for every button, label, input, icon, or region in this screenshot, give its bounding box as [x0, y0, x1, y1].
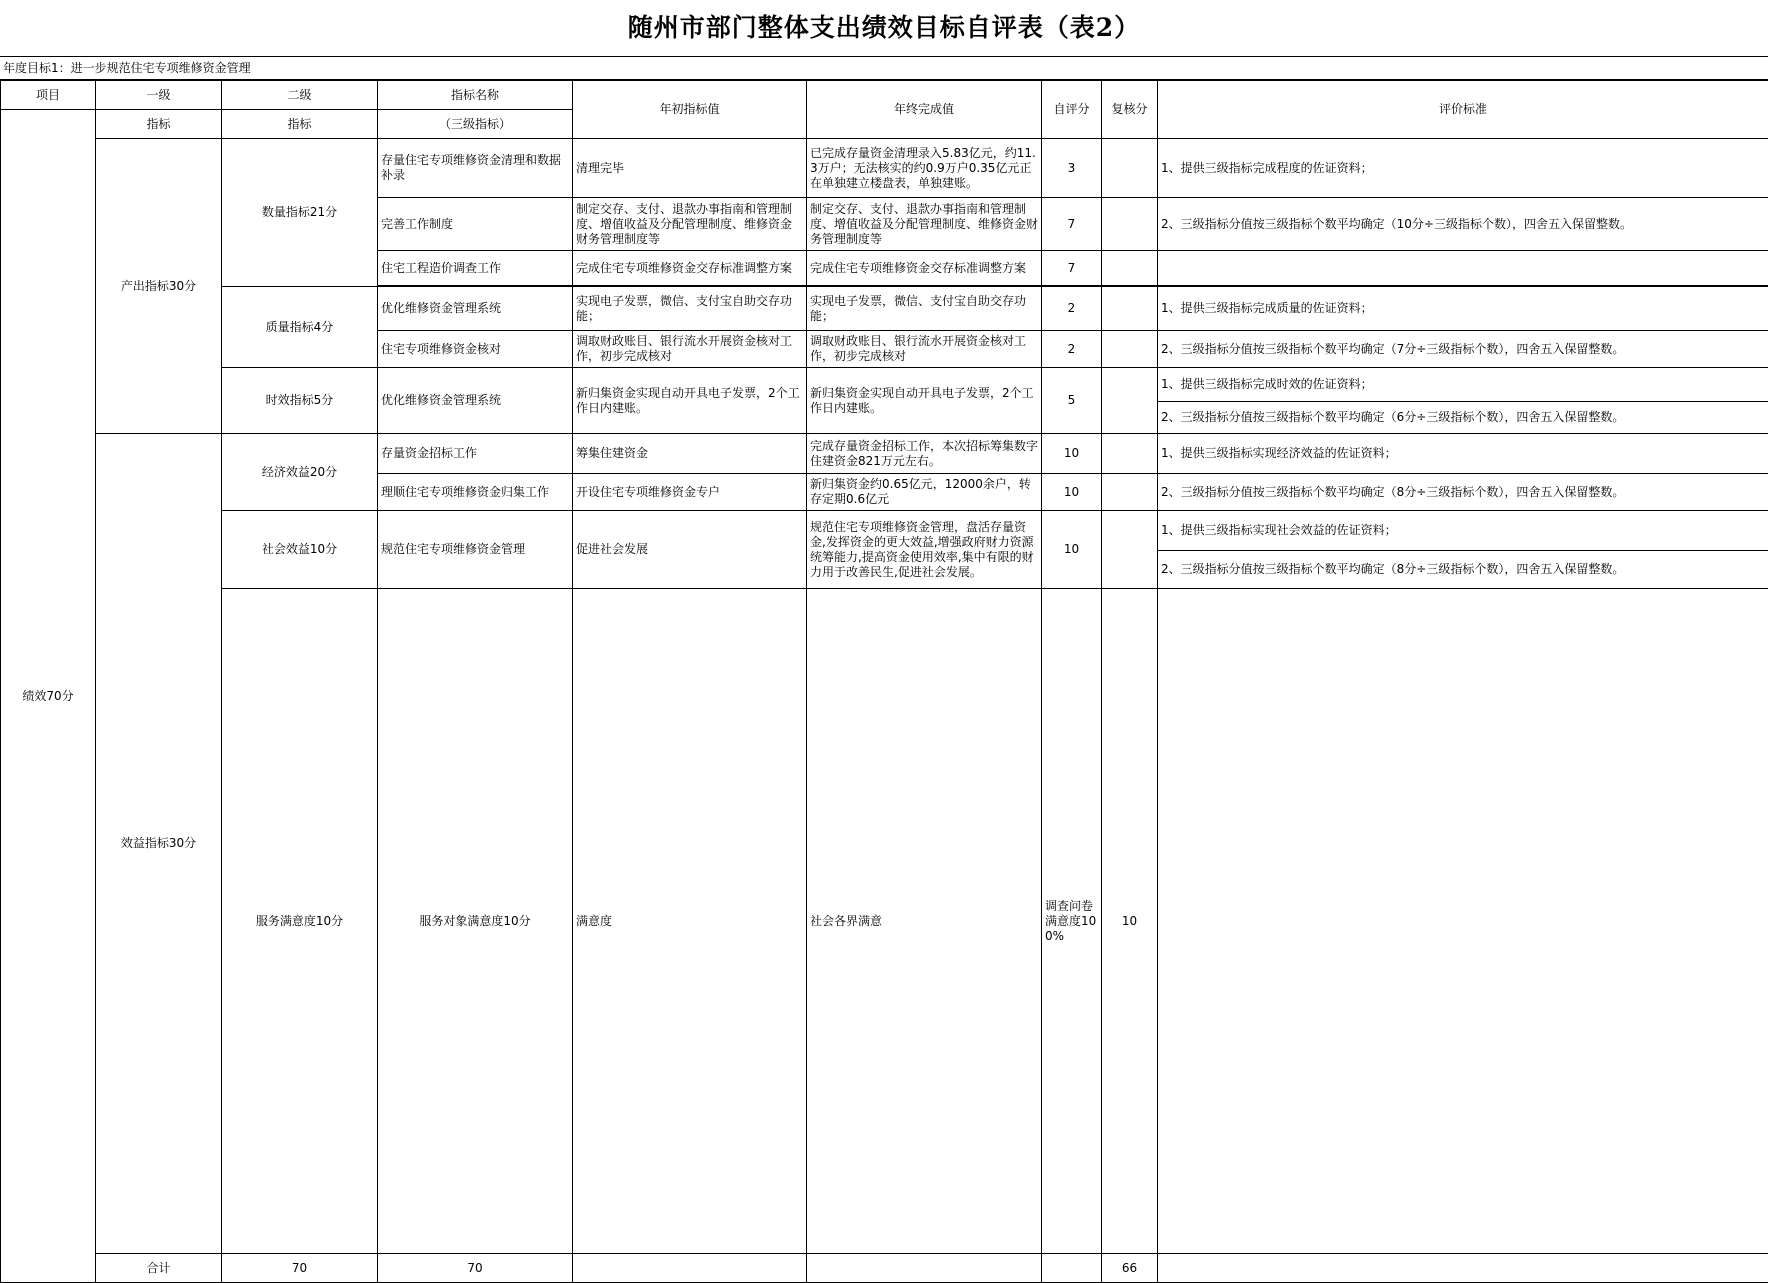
criteria: 2、三级指标分值按三级指标个数平均确定（7分÷三级指标个数），四舍五入保留整数。 [1158, 331, 1768, 368]
indicator-name: 优化维修资金管理系统 [378, 368, 573, 434]
final-value: 完成住宅专项维修资金交存标准调整方案 [807, 251, 1042, 286]
header-criteria: 评价标准 [1158, 81, 1768, 139]
initial-value: 社会各界满意 [807, 589, 1042, 1254]
review-score [1102, 198, 1158, 251]
header-indicator-top: 指标名称 [378, 81, 573, 110]
initial-value: 筹集住建资金 [573, 434, 807, 474]
social-indicator: 社会效益10分 [222, 511, 378, 589]
benefit-indicator: 效益指标30分 [96, 434, 222, 1254]
review-score [1102, 511, 1158, 589]
initial-value: 完成住宅专项维修资金交存标准调整方案 [573, 251, 807, 286]
indicator-name: 规范住宅专项维修资金管理 [378, 511, 573, 589]
initial-value: 制定交存、支付、退款办事指南和管理制度、增值收益及分配管理制度、维修资金财务管理制度等 [573, 198, 807, 251]
total-initial [807, 1254, 1042, 1283]
self-score: 10 [1042, 511, 1102, 589]
self-score: 10 [1042, 434, 1102, 474]
criteria: 1、提供三级指标实现经济效益的佐证资料； [1158, 434, 1768, 474]
self-score: 7 [1042, 251, 1102, 286]
review-score [1102, 434, 1158, 474]
initial-value: 开设住宅专项维修资金专户 [573, 474, 807, 511]
final-value: 已完成存量资金清理录入5.83亿元，约11.3万户；无法核实的约0.9万户0.35亿元正在单独建立楼盘表，单独建账。 [807, 139, 1042, 198]
initial-value: 新归集资金实现自动开具电子发票，2个工作日内建账。 [573, 368, 807, 434]
criteria: 2、三级指标分值按三级指标个数平均确定（6分÷三级指标个数），四舍五入保留整数。 [1158, 402, 1768, 434]
review-score [1102, 331, 1158, 368]
indicator-name: 完善工作制度 [378, 198, 573, 251]
total-level2: 70 [378, 1254, 573, 1283]
final-value: 调查问卷满意度100% [1042, 589, 1102, 1254]
header-indicator-bottom: （三级指标） [378, 110, 573, 139]
review-score [1102, 474, 1158, 511]
initial-value: 清理完毕 [573, 139, 807, 198]
indicator-name: 满意度 [573, 589, 807, 1254]
annual-goal: 年度目标1：进一步规范住宅专项维修资金管理 [0, 56, 1768, 80]
self-score: 2 [1042, 331, 1102, 368]
header-level2-bottom: 指标 [222, 110, 378, 139]
total-review-score [1158, 1254, 1768, 1283]
criteria: 1、提供三级指标完成质量的佐证资料； [1158, 287, 1768, 331]
initial-value: 实现电子发票，微信、支付宝自助交存功能； [573, 287, 807, 331]
total-indicator [573, 1254, 807, 1283]
header-level1-top: 一级 [96, 81, 222, 110]
review-score [1102, 287, 1158, 331]
evaluation-table [0, 80, 1768, 1283]
indicator-name: 住宅专项维修资金核对 [378, 331, 573, 368]
indicator-name: 存量资金招标工作 [378, 434, 573, 474]
criteria: 2、三级指标分值按三级指标个数平均确定（10分÷三级指标个数），四舍五入保留整数。 [1158, 198, 1768, 251]
table-row [1, 139, 1768, 197]
indicator-name: 理顺住宅专项维修资金归集工作 [378, 474, 573, 511]
self-score: 3 [1042, 139, 1102, 198]
table-row [1, 511, 1768, 551]
review-score [1102, 139, 1158, 198]
service-indicator: 服务满意度10分 [222, 589, 378, 1254]
page-title: 随州市部门整体支出绩效目标自评表（表2） [0, 0, 1768, 56]
initial-value: 促进社会发展 [573, 511, 807, 589]
total-label: 合计 [96, 1254, 222, 1283]
self-score: 5 [1042, 368, 1102, 434]
criteria: 2、三级指标分值按三级指标个数平均确定（8分÷三级指标个数），四舍五入保留整数。 [1158, 474, 1768, 511]
total-row [1, 1254, 1768, 1283]
self-score: 10 [1102, 589, 1158, 1254]
criteria [1158, 251, 1768, 286]
header-self-score: 自评分 [1042, 81, 1102, 139]
final-value: 新归集资金约0.65亿元，12000余户，转存定期0.6亿元 [807, 474, 1042, 511]
review-score [1102, 368, 1158, 434]
header-initial: 年初指标值 [573, 81, 807, 139]
final-value: 完成存量资金招标工作，本次招标筹集数字住建资金821万元左右。 [807, 434, 1042, 474]
timeliness-indicator: 时效指标5分 [222, 368, 378, 434]
criteria: 1、提供三级指标完成程度的佐证资料； [1158, 139, 1768, 198]
final-value: 实现电子发票，微信、支付宝自助交存功能； [807, 287, 1042, 331]
total-self-score: 66 [1102, 1254, 1158, 1283]
indicator-name: 住宅工程造价调查工作 [378, 251, 573, 286]
table-row [1, 368, 1768, 402]
total-final [1042, 1254, 1102, 1283]
indicator-name: 优化维修资金管理系统 [378, 287, 573, 331]
initial-value: 调取财政账目、银行流水开展资金核对工作，初步完成核对 [573, 331, 807, 368]
final-value: 新归集资金实现自动开具电子发票，2个工作日内建账。 [807, 368, 1042, 434]
output-indicator: 产出指标30分 [96, 139, 222, 434]
quality-indicator: 质量指标4分 [222, 287, 378, 368]
self-score: 10 [1042, 474, 1102, 511]
header-review-score: 复核分 [1102, 81, 1158, 139]
header-row-1 [1, 81, 1768, 110]
review-score [1158, 589, 1768, 1254]
criteria: 2、三级指标分值按三级指标个数平均确定（8分÷三级指标个数），四舍五入保留整数。 [1158, 551, 1768, 589]
self-score: 2 [1042, 287, 1102, 331]
table-row [1, 434, 1768, 474]
criteria: 1、提供三级指标完成时效的佐证资料； [1158, 368, 1768, 402]
table-row [1, 589, 1768, 785]
header-item: 项目 [1, 81, 96, 110]
economic-indicator: 经济效益20分 [222, 434, 378, 511]
final-value: 调取财政账目、银行流水开展资金核对工作，初步完成核对 [807, 331, 1042, 368]
quantity-indicator: 数量指标21分 [222, 139, 378, 287]
header-level1-bottom: 指标 [96, 110, 222, 139]
final-value: 制定交存、支付、退款办事指南和管理制度、增值收益及分配管理制度、维修资金财务管理制度等 [807, 198, 1042, 251]
criteria: 1、提供三级指标实现社会效益的佐证资料； [1158, 511, 1768, 551]
performance-cell: 绩效70分 [1, 110, 96, 1283]
total-level1: 70 [222, 1254, 378, 1283]
service-target-indicator: 服务对象满意度10分 [378, 589, 573, 1254]
table-row [1, 287, 1768, 331]
self-score: 7 [1042, 198, 1102, 251]
final-value: 规范住宅专项维修资金管理，盘活存量资金,发挥资金的更大效益,增强政府财力资源统筹能力,提高资金使用效率,集中有限的财力用于改善民生,促进社会发展。 [807, 511, 1042, 589]
header-final: 年终完成值 [807, 81, 1042, 139]
header-level2-top: 二级 [222, 81, 378, 110]
review-score [1102, 251, 1158, 286]
indicator-name: 存量住宅专项维修资金清理和数据补录 [378, 139, 573, 198]
